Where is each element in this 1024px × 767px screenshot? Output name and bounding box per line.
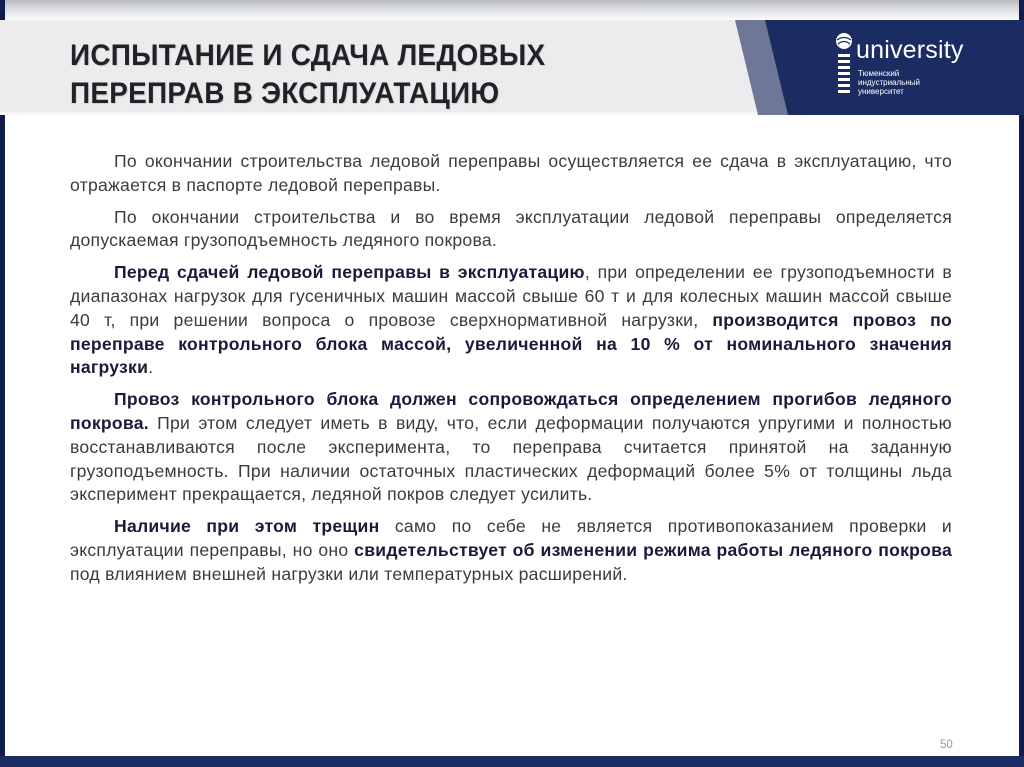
logo-subtitle [858,69,920,96]
paragraph-4 [70,388,952,507]
bottom-band [0,756,1024,767]
logo-subtitle-line-3: университет [858,87,904,96]
logo-subtitle-line-1: Тюменский [858,69,900,78]
top-band [0,0,1024,22]
paragraph-1: По окончании строительства ледовой переправы осуществляется ее сдача в эксплуатацию, что отражается в паспорте ледовой переправы. [70,151,952,195]
body-text: под влиянием внешней нагрузки или температурных расширений. [70,563,628,584]
emphasis-text: свидетельствует об изменении режима работы ледяного покрова [354,539,952,560]
paragraph-2: По окончании строительства и во время эксплуатации ледовой переправы определяется допускаемая грузоподъемность ледяного покрова. [70,206,952,251]
slide-title: ИСПЫТАНИЕ И СДАЧА ЛЕДОВЫХ ПЕРЕПРАВ В ЭКСПЛУАТАЦИЮ [70,39,546,110]
body-text: , при определении ее грузоподъемности в диапазонах нагрузок для гусеничных машин массой свыше 60 т и для колесных машин массой свыше 40 т, при решении вопроса о провозе сверхнормативной нагрузки, [70,262,952,330]
emphasis-text: Провоз контрольного блока должен сопровождаться определением прогибов ледяного покрова. [70,389,952,433]
paragraph-5 [70,515,952,586]
emphasis-text: Перед сдачей ледовой переправы в эксплуатацию [114,262,585,283]
body-text: . [148,357,154,378]
page-number: 50 [940,739,953,751]
paragraph-3 [70,261,952,380]
body-text: При этом следует иметь в виду, что, если деформации получаются упругими и полностью восстанавливаются после эксперимента, то переправа считается принятой на заданную грузоподъемность. При наличии остаточных пластических деформаций более 5% от толщины льда эксперимент прекращается, ледяной покров следует усилить. [70,412,952,505]
emphasis-text: Наличие при этом трещин [114,516,380,537]
emphasis-text: производится провоз по переправе контрольного блока массой, увеличенной на 10 % от номинального значения нагрузки [70,309,952,378]
logo-wordmark: university [856,36,964,64]
university-logo [832,32,982,112]
slide-body [70,150,952,595]
header [0,20,1024,132]
logo-subtitle-line-2: индустриальный [858,78,920,87]
body-text: само по себе не является противопоказанием проверки и эксплуатации переправы, но оно [70,516,952,560]
